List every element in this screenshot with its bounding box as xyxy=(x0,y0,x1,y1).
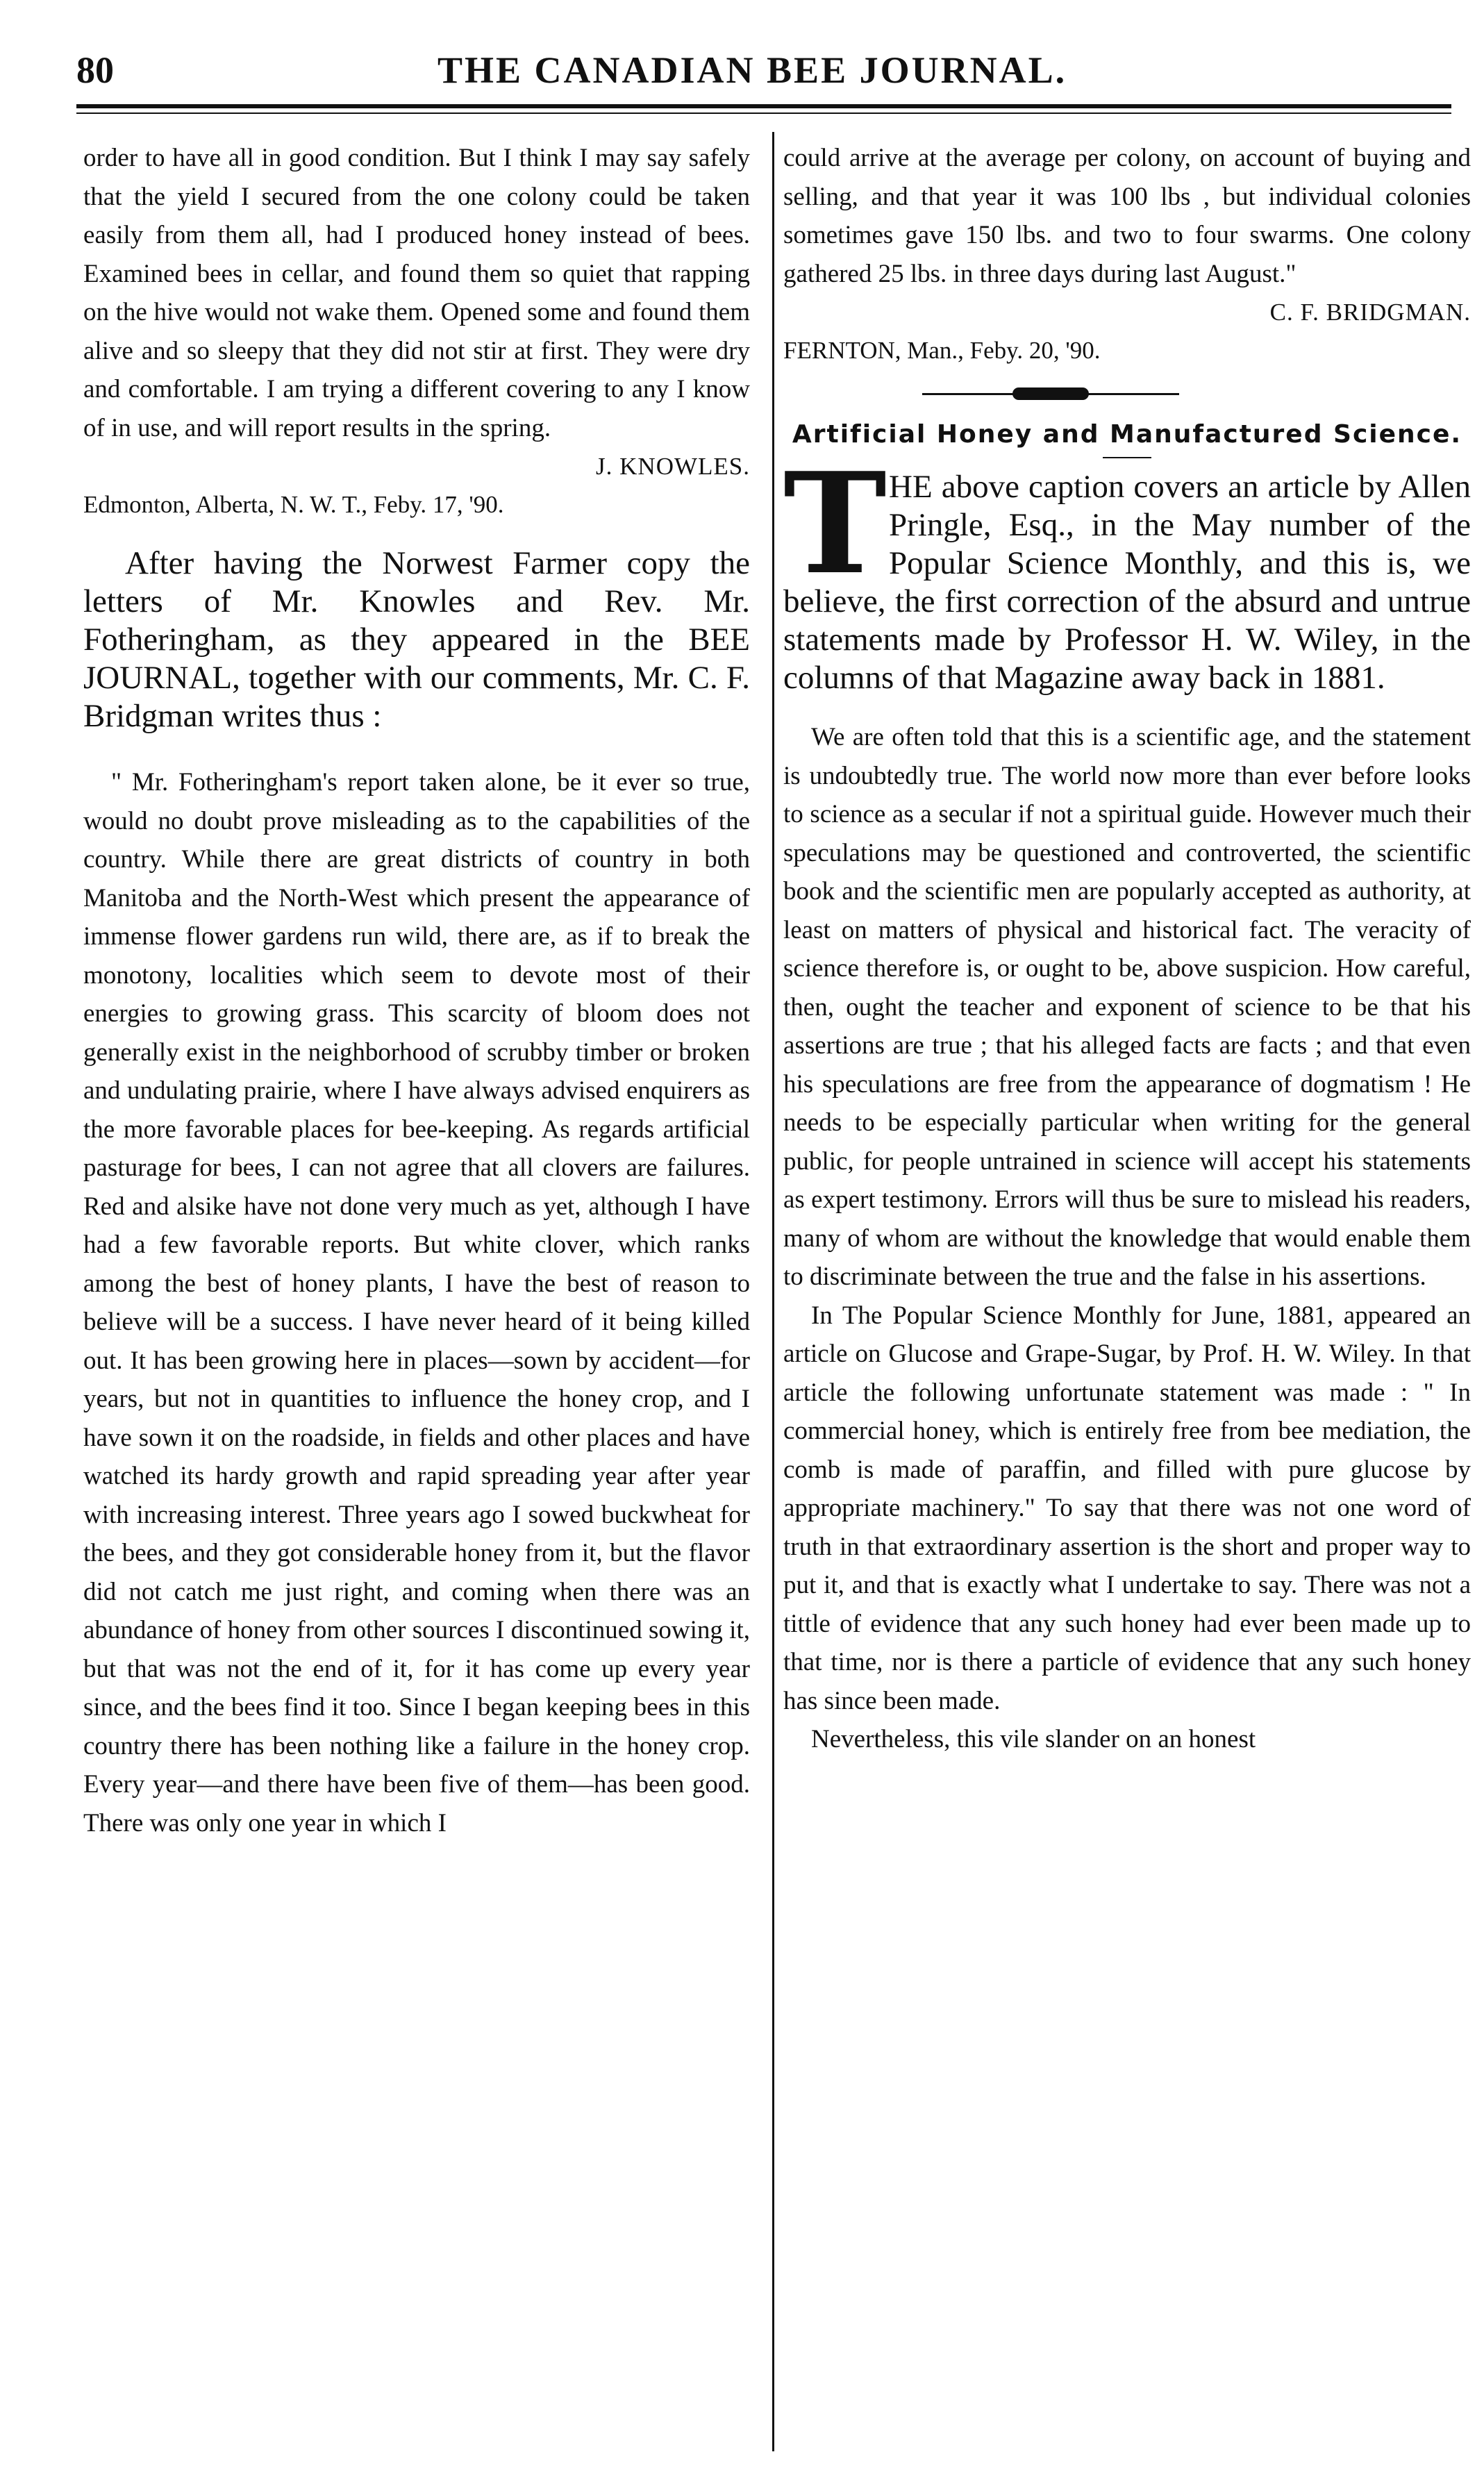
bridgman-letter: " Mr. Fotheringham's report taken alone, be it ever so true, would no doubt prove misleading as to the capabilities of the country. While there are great districts of country in both Manitoba and the North-West which present the appearance of immense flower gardens run wild, there are, as if to break the monotony, localities which seem to devote most of their energies to growing grass. This scarcity of bloom does not generally exist in the neighborhood of scrubby timber or broken and undulating prairie, where I have always advised enquirers as the more favorable places for bee-keeping. As regards artificial pasturage for bees, I can not agree that all clovers are failures. Red and alsike have not done very much as yet, although I have had a few favorable reports. But white clover, which ranks among the best of honey plants, I have the best of reason to believe will be a success. I have never heard of it being killed out. It has been growing here in places—sown by accident—for years, but not in quantities to influence the honey crop, and I have sown it on the roadside, in fields and other places and have watched its hardy growth and rapid spreading year after year with increasing interest. Three years ago I sowed buckwheat for the bees, and they got considerable honey from it, but the flavor did not catch me just right, and coming when there was an abundance of honey from other sources I discontinued sowing it, but that was not the end of it, for it has come up every year since, and the bees find it too. Since I began keeping bees in this country there has been nothing like a failure in the honey crop. Every year—and there have been five of them—has been good. There was only one year in which I xyxy=(83,768,750,1837)
bridgman-dateline: FERNTON, Man., Feby. 20, '90. xyxy=(783,337,1101,364)
bridgman-signature: C. F. BRIDGMAN. xyxy=(1269,299,1471,326)
title-rule xyxy=(1103,457,1151,458)
article-paragraph-3: Nevertheless, this vile slander on an honest xyxy=(811,1725,1256,1753)
page-header xyxy=(76,49,1437,104)
column-divider xyxy=(772,132,774,2451)
article-paragraph-2: In The Popular Science Monthly for June, 1881, appeared an article on Glucose and Grape-Sugar, by Prof. H. W. Wiley. In that article the following unfortunate statement was made : " In commercial honey, which is entirely free from bee mediation, the comb is made of paraffin, and filled with pure glucose by appropriate machinery." To say that there was not one word of truth in that extraordinary assertion is the short and proper way to put it, and that is exactly what I undertake to say. There was not a tittle of evidence that any such honey had ever been made up to that time, nor is there a particle of evidence that any such honey has since been made. xyxy=(783,1301,1471,1715)
knowles-signature: J. KNOWLES. xyxy=(596,453,750,480)
header-rule-thin xyxy=(76,112,1451,114)
drop-cap: T xyxy=(783,442,887,606)
knowles-dateline: Edmonton, Alberta, N. W. T., Feby. 17, '90. xyxy=(83,491,504,518)
section-ornament xyxy=(783,381,1471,408)
editorial-intro: After having the Norwest Farmer copy the letters of Mr. Knowles and Rev. Mr. Fotheringham, as they appeared in the BEE JOURNAL, together with our comments, Mr. C. F. Bridgman writes thus : xyxy=(83,545,750,734)
left-column xyxy=(83,139,750,1842)
right-column xyxy=(783,139,1471,1759)
knowles-letter-end: order to have all in good condition. But I think I may say safely that the yield I secured from the one colony could be taken easily from them all, had I produced honey instead of bees. Examined bees in cellar, and found them so quiet that rapping on the hive would not wake them. Opened some and found them alive and so sleepy that they did not stir at first. They were dry and comfortable. I am trying a different covering to any I know of in use, and will report results in the spring. xyxy=(83,144,750,442)
article-lead xyxy=(783,442,1471,697)
bridgman-letter-end: could arrive at the average per colony, on account of buying and selling, and that year it was 100 lbs , but individual colonies sometimes gave 150 lbs. and two to four swarms. One colony gathered 25 lbs. in three days during last August." xyxy=(783,144,1471,288)
article-paragraph-1: We are often told that this is a scientific age, and the statement is undoubtedly true. The world now more than ever before looks to science as a secular if not a spiritual guide. However much their speculations may be questioned and controverted, the scientific book and the scientific men are popularly accepted as authority, at least on matters of physical and historical fact. The veracity of science therefore is, or ought to be, above suspicion. How careful, then, ought the teacher and exponent of science to be that his assertions are true ; that his alleged facts are facts ; and that even his speculations are free from the appearance of dogmatism ! He needs to be especially particular when writing for the general public, for people untrained in science will accept his statements as expert testimony. Errors will thus be sure to mislead his readers, many of whom are without the knowledge that would enable them to discriminate between the true and the false in his assertions. xyxy=(783,723,1471,1291)
journal-title: THE CANADIAN BEE JOURNAL. xyxy=(437,49,1067,91)
header-rule xyxy=(76,104,1451,108)
article-lead-text: HE above caption covers an article by Allen Pringle, Esq., in the May number of the Popular Science Monthly, and this is, we believe, the first correction of the absurd and untrue statements made by Professor H. W. Wiley, in the columns of that Magazine away back in 1881. xyxy=(783,469,1471,696)
article-title: Artificial Honey and Manufactured Science. xyxy=(792,420,1462,449)
page-number: 80 xyxy=(76,49,114,91)
